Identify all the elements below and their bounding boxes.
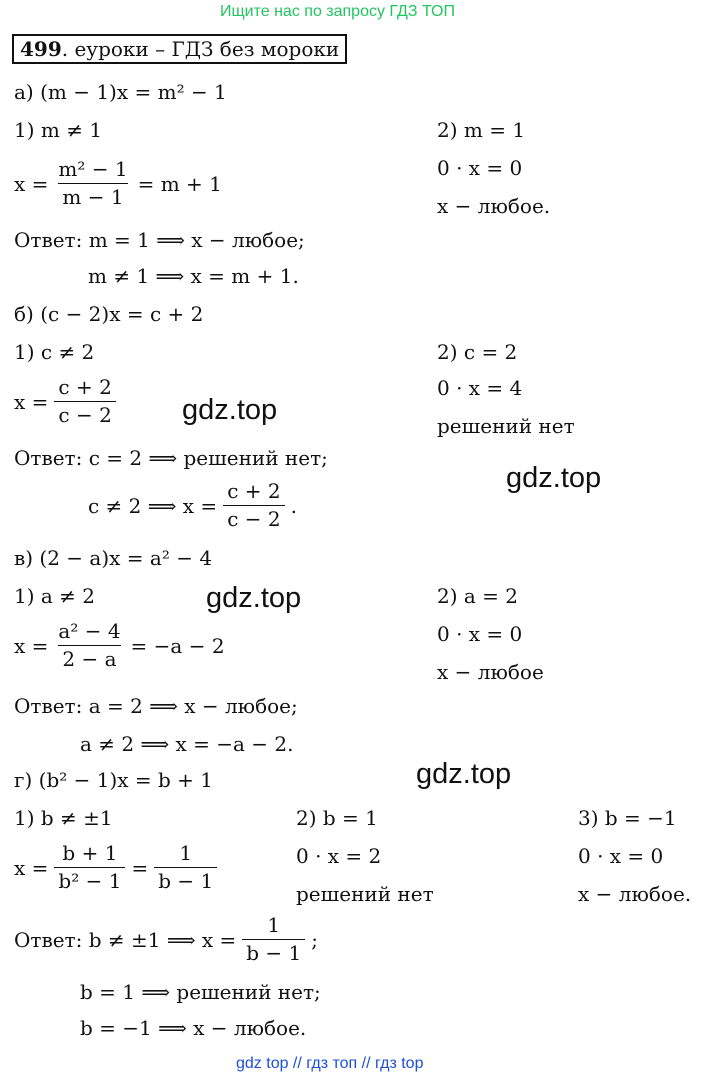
- fraction: [154, 842, 217, 893]
- part-a-answer1: Ответ: m = 1 ⟹ x − любое;: [14, 228, 305, 252]
- part-a-heading: а) (m − 1)x = m² − 1: [14, 80, 227, 104]
- footer-links[interactable]: gdz top // гдз топ // гдз top: [236, 1055, 424, 1072]
- problem-title-text: . еуроки – ГДЗ без мороки: [61, 37, 340, 61]
- fraction-numerator: c + 2: [227, 479, 281, 503]
- part-v-case2-line3: x − любое: [437, 660, 544, 684]
- problem-number: 499: [20, 37, 62, 61]
- fraction-denominator: c − 2: [223, 505, 284, 531]
- fraction-numerator: b + 1: [62, 841, 118, 865]
- part-g-fraction-line: [14, 842, 221, 893]
- part-g-answer1: [14, 914, 318, 965]
- fraction-denominator: b − 1: [154, 867, 217, 893]
- answer-end: .: [290, 493, 297, 518]
- part-g-case3-line3: x − любое.: [578, 882, 692, 906]
- part-v-fraction-line: [14, 620, 225, 671]
- fraction-denominator: b − 1: [242, 939, 305, 965]
- fraction-lhs: x =: [14, 389, 49, 414]
- fraction: [54, 158, 131, 209]
- fraction-denominator: 2 − a: [58, 645, 120, 671]
- watermark-4: gdz.top: [416, 758, 512, 790]
- fraction-numerator: 1: [267, 913, 281, 937]
- answer-end: ;: [311, 927, 319, 952]
- fraction-numerator: c + 2: [58, 375, 112, 399]
- part-g-heading: г) (b² − 1)x = b + 1: [14, 768, 214, 792]
- fraction-equals: =: [131, 855, 149, 880]
- part-b-case2: 2) c = 2: [437, 340, 518, 364]
- fraction-rhs: = m + 1: [137, 171, 222, 196]
- part-b-fraction-line: [14, 376, 120, 427]
- part-b-case2-line3: решений нет: [437, 414, 575, 438]
- watermark-1: gdz.top: [182, 394, 278, 426]
- part-g-case2-line3: решений нет: [296, 882, 434, 906]
- watermark-2: gdz.top: [506, 462, 602, 494]
- fraction-numerator: a² − 4: [58, 619, 121, 643]
- part-v-answer2: a ≠ 2 ⟹ x = −a − 2.: [80, 732, 294, 756]
- part-g-case1: 1) b ≠ ±1: [14, 806, 113, 830]
- answer-lhs: c ≠ 2 ⟹ x =: [88, 493, 218, 518]
- part-b-heading: б) (c − 2)x = c + 2: [14, 302, 204, 326]
- part-b-answer1: Ответ: c = 2 ⟹ решений нет;: [14, 446, 328, 470]
- part-b-case1: 1) c ≠ 2: [14, 340, 95, 364]
- part-a-fraction-line: [14, 158, 222, 209]
- part-v-case2-line2: 0 · x = 0: [437, 622, 523, 646]
- part-a-case2-line2: 0 · x = 0: [437, 156, 523, 180]
- fraction: [54, 842, 125, 893]
- answer-lhs: Ответ: b ≠ ±1 ⟹ x =: [14, 927, 237, 952]
- part-a-case2: 2) m = 1: [437, 118, 526, 142]
- part-v-case2: 2) a = 2: [437, 584, 519, 608]
- problem-title: [12, 34, 347, 64]
- part-g-case3-line2: 0 · x = 0: [578, 844, 664, 868]
- part-g-answer2: b = 1 ⟹ решений нет;: [80, 980, 321, 1004]
- part-a-case2-line3: x − любое.: [437, 194, 551, 218]
- fraction-numerator: m² − 1: [58, 157, 128, 181]
- part-b-case2-line2: 0 · x = 4: [437, 376, 523, 400]
- part-g-case2-line2: 0 · x = 2: [296, 844, 382, 868]
- part-g-case2: 2) b = 1: [296, 806, 378, 830]
- fraction-lhs: x =: [14, 171, 49, 196]
- part-b-answer2: [88, 480, 297, 531]
- part-v-heading: в) (2 − a)x = a² − 4: [14, 546, 213, 570]
- part-g-case3: 3) b = −1: [578, 806, 677, 830]
- part-a-answer2: m ≠ 1 ⟹ x = m + 1.: [88, 264, 299, 288]
- fraction-lhs: x =: [14, 633, 49, 658]
- part-a-case1: 1) m ≠ 1: [14, 118, 103, 142]
- fraction: [54, 376, 115, 427]
- part-v-answer1: Ответ: a = 2 ⟹ x − любое;: [14, 694, 298, 718]
- fraction: [223, 480, 284, 531]
- fraction-rhs: = −a − 2: [130, 633, 225, 658]
- fraction-denominator: b² − 1: [54, 867, 125, 893]
- fraction: [54, 620, 124, 671]
- fraction-denominator: c − 2: [54, 401, 115, 427]
- part-g-answer3: b = −1 ⟹ x − любое.: [80, 1016, 307, 1040]
- fraction-numerator: 1: [179, 841, 193, 865]
- fraction: [242, 914, 305, 965]
- fraction-lhs: x =: [14, 855, 49, 880]
- fraction-denominator: m − 1: [58, 183, 127, 209]
- part-v-case1: 1) a ≠ 2: [14, 584, 96, 608]
- watermark-3: gdz.top: [206, 582, 302, 614]
- banner-text[interactable]: Ищите нас по запросу ГДЗ ТОП: [220, 3, 455, 20]
